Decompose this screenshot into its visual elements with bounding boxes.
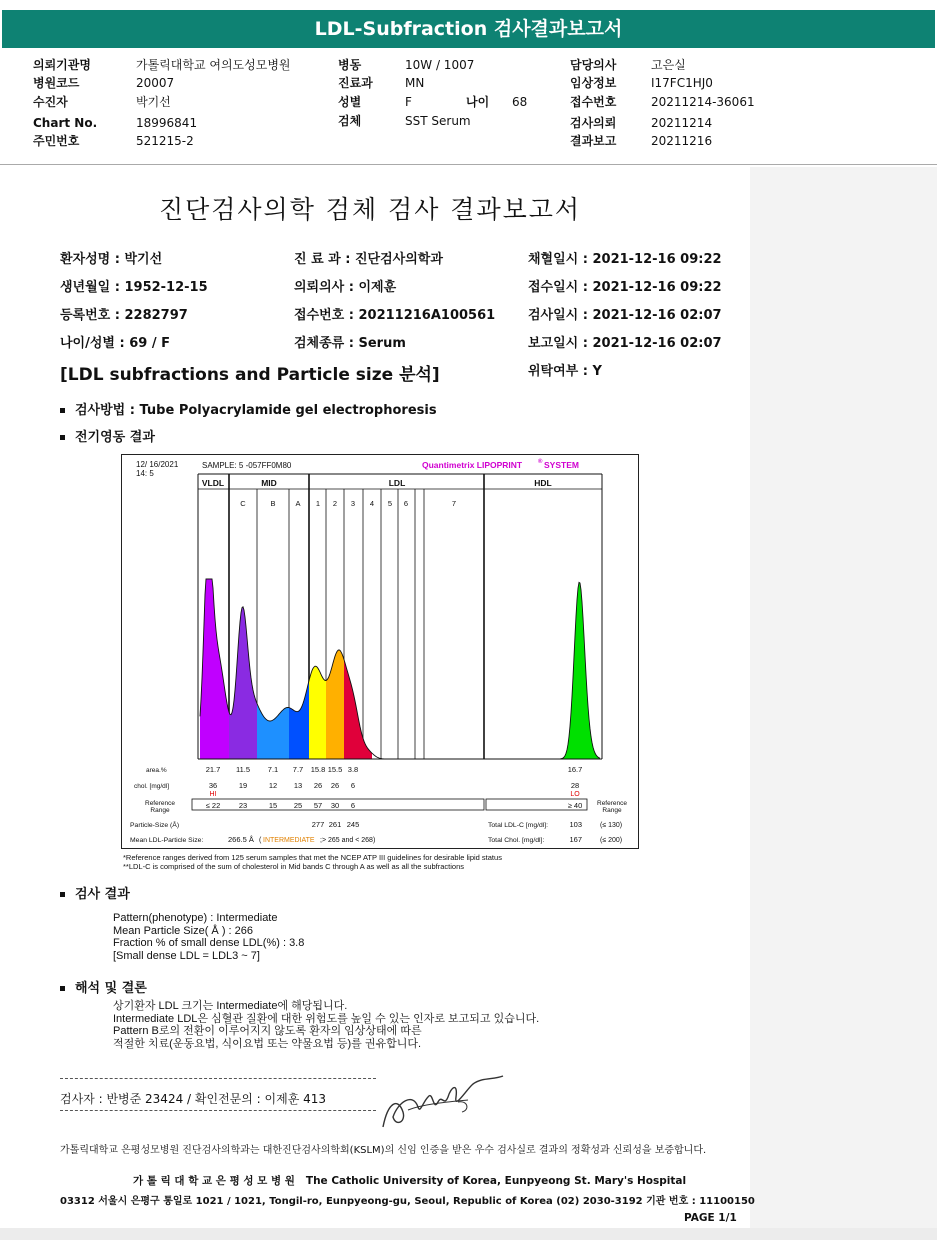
interpretation-heading: 해석 및 결론	[60, 977, 147, 996]
info-specimen-type: 검체종류 : Serum	[294, 336, 406, 351]
interpretation-text	[113, 1000, 539, 1050]
row-label-ref-right-2: Range	[602, 807, 622, 814]
footnote-2: **LDL-C is comprised of the sum of cholesterol in Mid bands C through A as well as all the subfractions	[123, 862, 465, 871]
info-birth-date: 생년월일 : 1952-12-15	[60, 280, 208, 295]
chol-value-hdl: 28	[570, 781, 580, 790]
label-hospital-code: 병원코드	[33, 76, 80, 90]
section-heading: [LDL subfractions and Particle size 분석]	[60, 365, 440, 385]
label-request-date: 검사의뢰	[570, 116, 617, 130]
page-number: PAGE 1/1	[684, 1212, 737, 1224]
group-label-hdl: HDL	[534, 478, 552, 488]
interp-line: Intermediate LDL은 심혈관 질환에 대한 위험도를 높일 수 있는 인자로 보고되고 있습니다.	[113, 1012, 540, 1025]
mean-size-note-open: (	[259, 837, 262, 844]
page-margin-right	[750, 167, 937, 1240]
value-department: MN	[405, 76, 425, 90]
header-title: LDL-Subfraction 검사결과보고서	[2, 10, 935, 48]
interp-line: 적절한 치료(운동요법, 식이요법 또는 약물요법 등)를 권유합니다.	[113, 1037, 422, 1050]
info-accession-no: 접수번호 : 20211216A100561	[294, 308, 496, 323]
result-text	[113, 912, 304, 962]
bullet-icon	[60, 435, 65, 440]
area-value-hdl: 16.7	[567, 765, 583, 774]
ref-value-1: 57	[313, 801, 323, 810]
psize-value-3: 245	[346, 820, 360, 829]
band-label-4: 4	[369, 499, 375, 508]
band-label-7: 7	[451, 499, 457, 508]
value-accession-no: 20211214-36061	[651, 95, 755, 109]
info-age-sex: 나이/성별 : 69 / F	[60, 336, 171, 351]
info-outsourced: 위탁여부 : Y	[528, 364, 602, 379]
chol-value-c: 19	[238, 781, 248, 790]
ref-value-c: 23	[238, 801, 248, 810]
band-area-mid-b	[257, 704, 289, 760]
flag-hdl-lo: LO	[570, 791, 580, 798]
row-label-ref-2: Range	[150, 807, 170, 814]
interp-line: Pattern B로의 전환이 이루어지지 않도록 환자의 임상상태에 따른	[113, 1025, 422, 1037]
psize-value-1: 277	[311, 820, 325, 829]
band-area-ldl-2	[326, 650, 344, 759]
value-patient: 박기선	[136, 95, 171, 109]
band-area-ldl-1	[309, 666, 326, 759]
band-label-2: 2	[332, 499, 338, 508]
info-requesting-doctor: 의뢰의사 : 이제훈	[294, 280, 397, 295]
chol-value-1: 26	[313, 781, 323, 790]
result-definition: [Small dense LDL = LDL3 ~ 7]	[113, 949, 260, 962]
band-label-b: B	[270, 499, 276, 508]
info-registration-no: 등록번호 : 2282797	[60, 308, 188, 323]
value-sex: F	[405, 95, 412, 109]
band-label-5: 5	[387, 499, 393, 508]
ref-value-b: 15	[268, 801, 278, 810]
group-label-mid: MID	[261, 478, 277, 488]
total-chol-value: 167	[569, 835, 582, 844]
label-chart-no: Chart No.	[33, 116, 98, 130]
area-value-2: 15.5	[327, 765, 343, 774]
value-request-date: 20211214	[651, 116, 713, 130]
value-institution: 가톨릭대학교 여의도성모병원	[136, 58, 291, 72]
band-label-6: 6	[403, 499, 409, 508]
bullet-icon	[60, 408, 65, 413]
value-chart-no: 18996841	[136, 116, 198, 130]
area-value-1: 15.8	[310, 765, 326, 774]
ref-value-hdl: ≥ 40	[567, 801, 583, 810]
bullet-icon	[60, 892, 65, 897]
certification-text: 가톨릭대학교 은평성모병원 진단검사의학과는 대한진단검사의학회(KSLM)의 신임 인증을 받은 우수 검사실로 결과의 정확성과 신뢰성을 보증합니다.	[60, 1145, 707, 1156]
total-chol-ref: (≤ 200)	[600, 837, 623, 844]
chol-value-a: 13	[293, 781, 303, 790]
band-area-mid-c	[229, 607, 257, 759]
report-header	[0, 0, 937, 166]
info-report-time: 보고일시 : 2021-12-16 02:07	[528, 336, 722, 351]
value-age: 68	[512, 95, 528, 109]
band-label-1: 1	[315, 499, 321, 508]
ref-value-2: 30	[330, 801, 340, 810]
label-clinical-info: 임상정보	[570, 76, 617, 90]
chol-value-vldl: 36	[208, 781, 218, 790]
label-specimen: 검체	[338, 114, 362, 128]
value-specimen: SST Serum	[405, 114, 471, 128]
signer-divider-bottom	[60, 1110, 376, 1111]
label-resident-no: 주민번호	[33, 134, 80, 148]
chart-brand-system: SYSTEM	[544, 460, 579, 470]
result-fraction: Fraction % of small dense LDL(%) : 3.8	[113, 937, 305, 949]
label-ward: 병동	[338, 58, 362, 72]
interp-line: 상기환자 LDL 크기는 Intermediate에 해당됩니다.	[113, 1000, 348, 1012]
bullet-icon	[60, 986, 65, 991]
chol-value-2: 26	[330, 781, 340, 790]
value-report-date: 20211216	[651, 134, 713, 148]
report-title: 진단검사의학 검체 검사 결과보고서	[158, 195, 582, 224]
result-heading: 검사 결과	[60, 883, 130, 902]
hospital-name: 가 톨 릭 대 학 교 은 평 성 모 병 원 The Catholic University of Korea, Eunpyeong St. Mary's Hospital	[133, 1175, 687, 1187]
label-report-date: 결과보고	[570, 134, 617, 148]
chart-brand: Quantimetrix LIPOPRINT	[422, 460, 523, 470]
total-ldlc-ref: (≤ 130)	[600, 822, 623, 829]
method-line: 검사방법 : Tube Polyacrylamide gel electrophoresis	[60, 399, 437, 418]
value-resident-no: 521215-2	[136, 134, 194, 148]
area-value-c: 11.5	[235, 765, 251, 774]
result-pattern: Pattern(phenotype) : Intermediate	[113, 912, 278, 924]
ref-value-3: 6	[350, 801, 356, 810]
chart-sample: SAMPLE: 5 -057FF0M80	[202, 461, 292, 470]
chart-date: 12/ 16/2021	[136, 460, 179, 469]
label-accession-no: 접수번호	[570, 95, 617, 109]
header-divider	[0, 164, 937, 165]
row-label-ref: Reference	[145, 800, 175, 807]
info-patient-name: 환자성명 : 박기선	[60, 252, 163, 267]
ref-value-a: 25	[293, 801, 303, 810]
total-ldlc-label: Total LDL-C [mg/dl]:	[488, 822, 549, 829]
electrophoresis-chart	[121, 454, 639, 849]
label-age: 나이	[466, 95, 490, 109]
row-label-chol: chol. [mg/dl]	[134, 783, 170, 790]
ref-value-vldl: ≤ 22	[205, 801, 221, 810]
signature-image	[378, 1072, 508, 1132]
electrophoresis-svg	[122, 455, 640, 850]
band-area-hdl	[560, 582, 600, 759]
value-ward: 10W / 1007	[405, 58, 475, 72]
page-margin-bottom	[0, 1228, 937, 1240]
label-patient: 수진자	[33, 95, 68, 109]
band-label-a: A	[295, 499, 301, 508]
total-ldlc-value: 103	[569, 820, 582, 829]
label-doctor: 담당의사	[570, 58, 617, 72]
band-label-3: 3	[350, 499, 356, 508]
signer-divider-top	[60, 1078, 376, 1079]
electro-heading: 전기영동 결과	[60, 426, 155, 445]
hospital-address: 03312 서울시 은평구 통일로 1021 / 1021, Tongil-ro, Eunpyeong-gu, Seoul, Republic of Korea (02) 2030-3192 기관 번호 : 11100150	[60, 1196, 755, 1207]
area-value-vldl: 21.7	[205, 765, 221, 774]
info-test-time: 검사일시 : 2021-12-16 02:07	[528, 308, 722, 323]
info-receipt-time: 접수일시 : 2021-12-16 09:22	[528, 280, 722, 295]
chart-brand-reg: ®	[538, 459, 543, 465]
flag-vldl-hi: HI	[209, 791, 217, 798]
area-value-b: 7.1	[267, 765, 279, 774]
chol-value-b: 12	[268, 781, 278, 790]
area-value-a: 7.7	[292, 765, 304, 774]
group-label-ldl: LDL	[388, 478, 406, 488]
value-doctor: 고은실	[651, 58, 686, 72]
total-chol-label: Total Chol. [mg/dl]:	[488, 837, 545, 844]
mean-size-class: INTERMEDIATE	[263, 837, 315, 844]
mean-size-value: 266.5 Å	[228, 835, 254, 844]
footnote-1: *Reference ranges derived from 125 serum samples that met the NCEP ATP III guidelines for desirable lipid status	[123, 853, 502, 862]
row-label-area: area.%	[146, 767, 167, 774]
value-hospital-code: 20007	[136, 76, 175, 90]
row-label-ref-right: Reference	[597, 800, 627, 807]
psize-value-2: 261	[328, 820, 342, 829]
label-department: 진료과	[338, 76, 373, 90]
row-label-particle-size: Particle-Size (Å)	[130, 822, 180, 829]
signers: 검사자 : 반병준 23424 / 확인전문의 : 이제훈 413	[60, 1092, 327, 1106]
chart-time: 14: 5	[136, 469, 154, 478]
group-label-vldl: VLDL	[201, 478, 225, 488]
chol-value-3: 6	[350, 781, 356, 790]
area-value-3: 3.8	[347, 765, 359, 774]
band-label-c: C	[240, 499, 246, 508]
result-mean-size: Mean Particle Size( Å ) : 266	[113, 924, 254, 937]
label-institution: 의뢰기관명	[33, 58, 91, 72]
info-department: 진 료 과 : 진단검사의학과	[294, 252, 443, 267]
mean-size-note-rest: ;> 265 and < 268)	[320, 837, 376, 844]
label-sex: 성별	[338, 95, 362, 109]
value-clinical-info: I17FC1HJ0	[651, 76, 713, 90]
row-label-mean-size: Mean LDL-Particle Size:	[130, 837, 204, 844]
info-collection-time: 채혈일시 : 2021-12-16 09:22	[528, 252, 722, 267]
